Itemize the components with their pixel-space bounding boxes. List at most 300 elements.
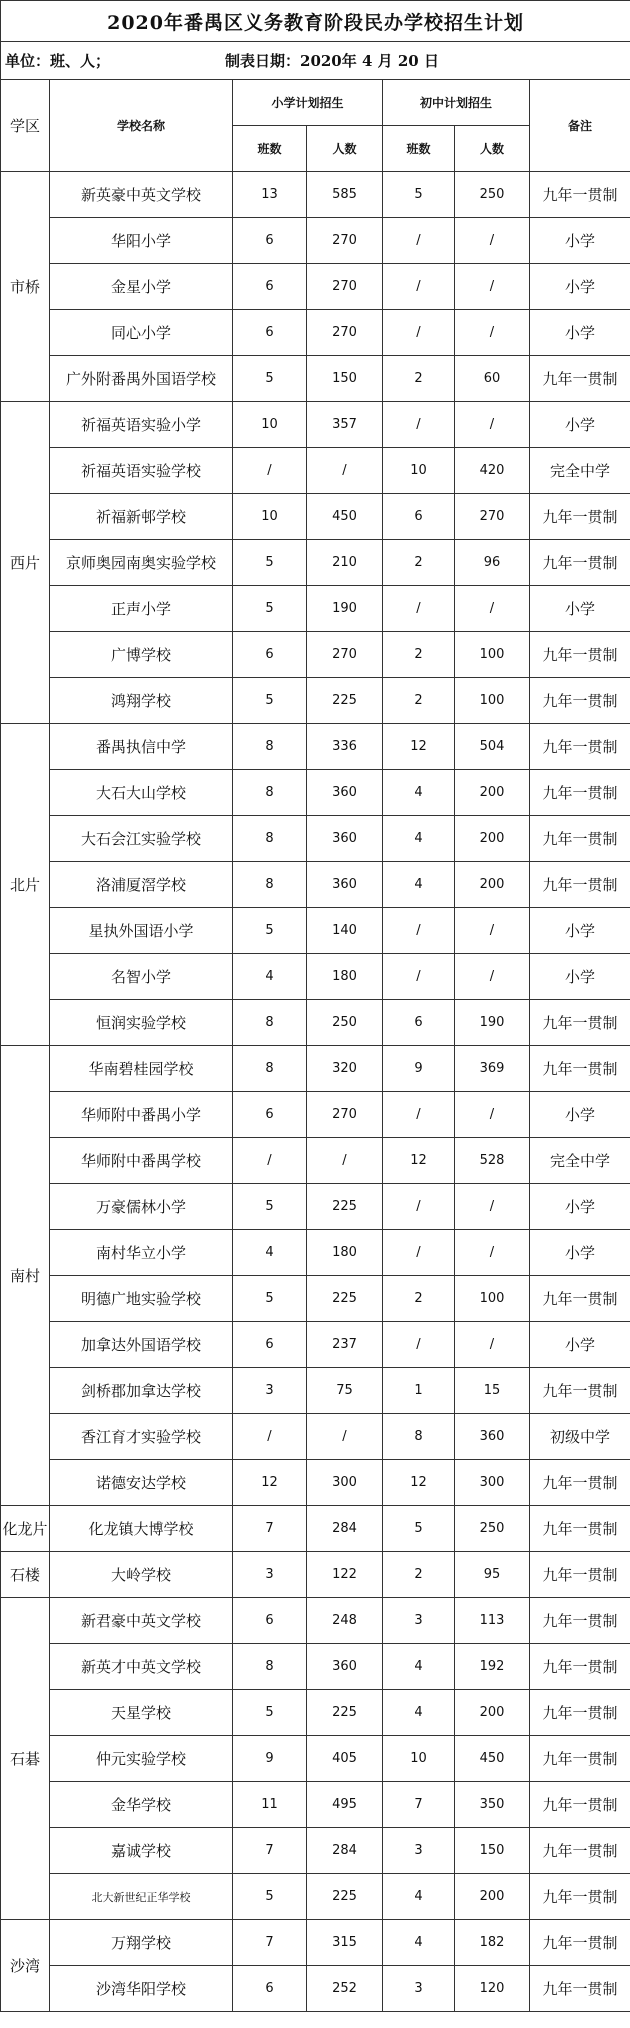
note-cell: 九年一贯制	[530, 1598, 630, 1644]
primary-people-cell: 225	[307, 1874, 383, 1920]
note-cell: 九年一贯制	[530, 816, 630, 862]
primary-classes-cell: 8	[233, 1046, 307, 1092]
junior-classes-cell: 5	[383, 172, 455, 218]
header-primary-people: 人数	[307, 126, 383, 172]
junior-people-cell: 200	[455, 816, 530, 862]
primary-people-cell: /	[307, 1138, 383, 1184]
note-cell: 完全中学	[530, 448, 630, 494]
primary-classes-cell: 12	[233, 1460, 307, 1506]
table-row	[1, 1920, 630, 1966]
table-row	[1, 1138, 630, 1184]
table-row	[1, 264, 630, 310]
junior-classes-cell: 5	[383, 1506, 455, 1552]
junior-classes-cell: 8	[383, 1414, 455, 1460]
note-cell: 九年一贯制	[530, 678, 630, 724]
junior-people-cell: /	[455, 218, 530, 264]
junior-classes-cell: 4	[383, 816, 455, 862]
primary-people-cell: 284	[307, 1828, 383, 1874]
junior-people-cell: 270	[455, 494, 530, 540]
junior-people-cell: 528	[455, 1138, 530, 1184]
junior-people-cell: /	[455, 908, 530, 954]
primary-classes-cell: 9	[233, 1736, 307, 1782]
primary-classes-cell: 5	[233, 1690, 307, 1736]
school-name-cell: 广博学校	[50, 632, 233, 678]
header-note: 备注	[530, 80, 630, 172]
primary-people-cell: 190	[307, 586, 383, 632]
header-primary-classes: 班数	[233, 126, 307, 172]
junior-people-cell: /	[455, 310, 530, 356]
primary-classes-cell: 6	[233, 632, 307, 678]
primary-classes-cell: 5	[233, 1276, 307, 1322]
junior-people-cell: 369	[455, 1046, 530, 1092]
primary-classes-cell: 3	[233, 1368, 307, 1414]
table-row	[1, 540, 630, 586]
junior-people-cell: 60	[455, 356, 530, 402]
table-meta	[1, 42, 630, 80]
school-name-cell: 华阳小学	[50, 218, 233, 264]
header-junior-classes: 班数	[383, 126, 455, 172]
note-cell: 九年一贯制	[530, 1000, 630, 1046]
note-cell: 九年一贯制	[530, 632, 630, 678]
school-name-cell: 明德广地实验学校	[50, 1276, 233, 1322]
junior-people-cell: 350	[455, 1782, 530, 1828]
junior-classes-cell: 3	[383, 1828, 455, 1874]
junior-classes-cell: /	[383, 310, 455, 356]
table-row	[1, 1552, 630, 1598]
primary-people-cell: 225	[307, 1690, 383, 1736]
junior-classes-cell: 6	[383, 1000, 455, 1046]
junior-people-cell: 300	[455, 1460, 530, 1506]
school-name-cell: 名智小学	[50, 954, 233, 1000]
school-name-cell: 华师附中番禺小学	[50, 1092, 233, 1138]
school-name-cell: 京师奥园南奥实验学校	[50, 540, 233, 586]
table-row	[1, 1230, 630, 1276]
junior-classes-cell: 7	[383, 1782, 455, 1828]
primary-people-cell: 210	[307, 540, 383, 586]
note-cell: 九年一贯制	[530, 1046, 630, 1092]
junior-people-cell: 250	[455, 172, 530, 218]
school-name-cell: 洛浦厦滘学校	[50, 862, 233, 908]
table-row	[1, 632, 630, 678]
note-cell: 小学	[530, 586, 630, 632]
primary-people-cell: 300	[307, 1460, 383, 1506]
note-cell: 小学	[530, 1230, 630, 1276]
school-name-cell: 万豪儒林小学	[50, 1184, 233, 1230]
junior-people-cell: 200	[455, 770, 530, 816]
school-name-cell: 鸿翔学校	[50, 678, 233, 724]
primary-people-cell: 450	[307, 494, 383, 540]
primary-classes-cell: 5	[233, 1874, 307, 1920]
note-cell: 小学	[530, 218, 630, 264]
junior-classes-cell: 4	[383, 1644, 455, 1690]
junior-people-cell: /	[455, 1184, 530, 1230]
primary-classes-cell: 5	[233, 1184, 307, 1230]
junior-classes-cell: 4	[383, 1920, 455, 1966]
junior-people-cell: 200	[455, 1874, 530, 1920]
primary-people-cell: 180	[307, 1230, 383, 1276]
note-cell: 九年一贯制	[530, 1736, 630, 1782]
school-name-cell: 同心小学	[50, 310, 233, 356]
primary-people-cell: 270	[307, 632, 383, 678]
district-cell: 沙湾	[1, 1920, 50, 2012]
school-name-cell: 北大新世纪正华学校	[50, 1874, 233, 1920]
primary-classes-cell: 6	[233, 1966, 307, 2012]
junior-classes-cell: /	[383, 1184, 455, 1230]
note-cell: 九年一贯制	[530, 862, 630, 908]
district-cell: 化龙片	[1, 1506, 50, 1552]
school-name-cell: 华南碧桂园学校	[50, 1046, 233, 1092]
primary-classes-cell: 8	[233, 770, 307, 816]
primary-people-cell: /	[307, 1414, 383, 1460]
primary-classes-cell: 5	[233, 540, 307, 586]
note-cell: 九年一贯制	[530, 1920, 630, 1966]
note-cell: 九年一贯制	[530, 1874, 630, 1920]
table-row	[1, 954, 630, 1000]
junior-classes-cell: 3	[383, 1598, 455, 1644]
school-name-cell: 沙湾华阳学校	[50, 1966, 233, 2012]
school-name-cell: 金华学校	[50, 1782, 233, 1828]
table-row	[1, 1874, 630, 1920]
table-row	[1, 1460, 630, 1506]
school-name-cell: 正声小学	[50, 586, 233, 632]
junior-classes-cell: 2	[383, 356, 455, 402]
school-name-cell: 星执外国语小学	[50, 908, 233, 954]
table-row	[1, 1184, 630, 1230]
district-cell: 市桥	[1, 172, 50, 402]
junior-classes-cell: 1	[383, 1368, 455, 1414]
junior-people-cell: 96	[455, 540, 530, 586]
school-name-cell: 新英豪中英文学校	[50, 172, 233, 218]
junior-people-cell: 360	[455, 1414, 530, 1460]
note-cell: 九年一贯制	[530, 1460, 630, 1506]
primary-people-cell: 270	[307, 218, 383, 264]
junior-classes-cell: 10	[383, 1736, 455, 1782]
primary-classes-cell: 10	[233, 494, 307, 540]
school-name-cell: 祈福英语实验学校	[50, 448, 233, 494]
junior-classes-cell: 4	[383, 1874, 455, 1920]
primary-classes-cell: 8	[233, 816, 307, 862]
primary-classes-cell: 5	[233, 908, 307, 954]
table-row	[1, 1506, 630, 1552]
primary-people-cell: 250	[307, 1000, 383, 1046]
primary-classes-cell: /	[233, 448, 307, 494]
junior-people-cell: /	[455, 1092, 530, 1138]
primary-people-cell: 270	[307, 310, 383, 356]
note-cell: 九年一贯制	[530, 1368, 630, 1414]
primary-classes-cell: 13	[233, 172, 307, 218]
table-row	[1, 724, 630, 770]
primary-classes-cell: 10	[233, 402, 307, 448]
junior-classes-cell: 4	[383, 862, 455, 908]
table-row	[1, 1782, 630, 1828]
school-name-cell: 华师附中番禺学校	[50, 1138, 233, 1184]
school-name-cell: 南村华立小学	[50, 1230, 233, 1276]
school-name-cell: 诺德安达学校	[50, 1460, 233, 1506]
primary-classes-cell: 6	[233, 1598, 307, 1644]
junior-people-cell: 192	[455, 1644, 530, 1690]
table-row	[1, 1322, 630, 1368]
primary-people-cell: 360	[307, 816, 383, 862]
junior-classes-cell: 3	[383, 1966, 455, 2012]
table-row	[1, 586, 630, 632]
school-name-cell: 香江育才实验学校	[50, 1414, 233, 1460]
junior-people-cell: 100	[455, 678, 530, 724]
district-cell: 西片	[1, 402, 50, 724]
school-name-cell: 恒润实验学校	[50, 1000, 233, 1046]
primary-people-cell: 122	[307, 1552, 383, 1598]
junior-classes-cell: 4	[383, 770, 455, 816]
junior-classes-cell: /	[383, 954, 455, 1000]
primary-people-cell: 75	[307, 1368, 383, 1414]
table-row	[1, 448, 630, 494]
note-cell: 完全中学	[530, 1138, 630, 1184]
note-cell: 九年一贯制	[530, 1690, 630, 1736]
primary-classes-cell: 8	[233, 724, 307, 770]
primary-people-cell: 150	[307, 356, 383, 402]
district-cell: 北片	[1, 724, 50, 1046]
junior-people-cell: 15	[455, 1368, 530, 1414]
junior-classes-cell: /	[383, 586, 455, 632]
primary-classes-cell: 7	[233, 1828, 307, 1874]
district-cell: 石碁	[1, 1598, 50, 1920]
note-cell: 小学	[530, 908, 630, 954]
school-name-cell: 大石会江实验学校	[50, 816, 233, 862]
primary-classes-cell: /	[233, 1414, 307, 1460]
table-row	[1, 1966, 630, 2012]
school-name-cell: 祈福英语实验小学	[50, 402, 233, 448]
primary-people-cell: 315	[307, 1920, 383, 1966]
junior-people-cell: 182	[455, 1920, 530, 1966]
primary-people-cell: 284	[307, 1506, 383, 1552]
note-cell: 九年一贯制	[530, 770, 630, 816]
junior-people-cell: 150	[455, 1828, 530, 1874]
school-name-cell: 番禺执信中学	[50, 724, 233, 770]
header-junior-people: 人数	[455, 126, 530, 172]
school-name-cell: 广外附番禺外国语学校	[50, 356, 233, 402]
table-row	[1, 678, 630, 724]
primary-classes-cell: 5	[233, 678, 307, 724]
junior-classes-cell: /	[383, 1092, 455, 1138]
junior-people-cell: 200	[455, 862, 530, 908]
primary-people-cell: 320	[307, 1046, 383, 1092]
primary-classes-cell: 8	[233, 862, 307, 908]
junior-people-cell: 120	[455, 1966, 530, 2012]
table-row	[1, 1414, 630, 1460]
junior-classes-cell: 6	[383, 494, 455, 540]
primary-people-cell: 360	[307, 1644, 383, 1690]
note-cell: 九年一贯制	[530, 1966, 630, 2012]
primary-people-cell: 225	[307, 1276, 383, 1322]
school-name-cell: 金星小学	[50, 264, 233, 310]
note-cell: 九年一贯制	[530, 540, 630, 586]
school-name-cell: 化龙镇大博学校	[50, 1506, 233, 1552]
note-cell: 小学	[530, 1092, 630, 1138]
primary-classes-cell: 6	[233, 1322, 307, 1368]
note-cell: 九年一贯制	[530, 1782, 630, 1828]
primary-people-cell: 360	[307, 770, 383, 816]
school-name-cell: 新英才中英文学校	[50, 1644, 233, 1690]
junior-people-cell: 250	[455, 1506, 530, 1552]
primary-people-cell: 140	[307, 908, 383, 954]
table-row	[1, 1644, 630, 1690]
table-row	[1, 1368, 630, 1414]
primary-people-cell: 237	[307, 1322, 383, 1368]
date-label: 制表日期：2020年 4 月 20 日	[225, 52, 439, 70]
school-name-cell: 祈福新邨学校	[50, 494, 233, 540]
primary-people-cell: 585	[307, 172, 383, 218]
junior-people-cell: 95	[455, 1552, 530, 1598]
primary-people-cell: 336	[307, 724, 383, 770]
table-row	[1, 1046, 630, 1092]
note-cell: 九年一贯制	[530, 494, 630, 540]
header-junior: 初中计划招生	[383, 80, 530, 126]
note-cell: 小学	[530, 310, 630, 356]
school-name-cell: 加拿达外国语学校	[50, 1322, 233, 1368]
primary-people-cell: 225	[307, 678, 383, 724]
note-cell: 九年一贯制	[530, 1552, 630, 1598]
note-cell: 小学	[530, 1322, 630, 1368]
table-row	[1, 862, 630, 908]
primary-people-cell: 248	[307, 1598, 383, 1644]
junior-people-cell: 200	[455, 1690, 530, 1736]
junior-classes-cell: 2	[383, 1276, 455, 1322]
primary-people-cell: /	[307, 448, 383, 494]
school-name-cell: 嘉诚学校	[50, 1828, 233, 1874]
unit-label: 单位：班、人；	[5, 52, 111, 70]
primary-people-cell: 357	[307, 402, 383, 448]
junior-people-cell: /	[455, 586, 530, 632]
junior-classes-cell: 4	[383, 1690, 455, 1736]
primary-people-cell: 270	[307, 1092, 383, 1138]
note-cell: 九年一贯制	[530, 1644, 630, 1690]
junior-people-cell: 100	[455, 632, 530, 678]
primary-classes-cell: 6	[233, 310, 307, 356]
primary-classes-cell: 8	[233, 1000, 307, 1046]
junior-people-cell: 420	[455, 448, 530, 494]
note-cell: 九年一贯制	[530, 172, 630, 218]
primary-classes-cell: 4	[233, 1230, 307, 1276]
note-cell: 小学	[530, 402, 630, 448]
primary-people-cell: 405	[307, 1736, 383, 1782]
primary-classes-cell: 11	[233, 1782, 307, 1828]
junior-classes-cell: 9	[383, 1046, 455, 1092]
junior-classes-cell: 2	[383, 1552, 455, 1598]
note-cell: 九年一贯制	[530, 356, 630, 402]
primary-people-cell: 225	[307, 1184, 383, 1230]
primary-classes-cell: 6	[233, 264, 307, 310]
table-row	[1, 770, 630, 816]
primary-people-cell: 495	[307, 1782, 383, 1828]
header-school: 学校名称	[50, 80, 233, 172]
note-cell: 九年一贯制	[530, 1828, 630, 1874]
table-title: 2020年番禺区义务教育阶段民办学校招生计划	[1, 1, 630, 42]
school-name-cell: 万翔学校	[50, 1920, 233, 1966]
primary-classes-cell: 7	[233, 1920, 307, 1966]
district-cell: 石楼	[1, 1552, 50, 1598]
primary-classes-cell: 4	[233, 954, 307, 1000]
junior-classes-cell: /	[383, 1230, 455, 1276]
table-row	[1, 1828, 630, 1874]
table-row	[1, 1000, 630, 1046]
school-name-cell: 大石大山学校	[50, 770, 233, 816]
school-name-cell: 大岭学校	[50, 1552, 233, 1598]
junior-classes-cell: /	[383, 402, 455, 448]
primary-classes-cell: 6	[233, 218, 307, 264]
table-row	[1, 402, 630, 448]
junior-people-cell: /	[455, 954, 530, 1000]
junior-classes-cell: 10	[383, 448, 455, 494]
junior-people-cell: /	[455, 402, 530, 448]
table-row	[1, 310, 630, 356]
note-cell: 九年一贯制	[530, 1506, 630, 1552]
table-row	[1, 1276, 630, 1322]
primary-people-cell: 360	[307, 862, 383, 908]
table-row	[1, 1736, 630, 1782]
primary-classes-cell: 6	[233, 1092, 307, 1138]
table-row	[1, 816, 630, 862]
table-row	[1, 218, 630, 264]
junior-classes-cell: 12	[383, 724, 455, 770]
note-cell: 小学	[530, 1184, 630, 1230]
junior-classes-cell: /	[383, 1322, 455, 1368]
note-cell: 九年一贯制	[530, 724, 630, 770]
junior-classes-cell: /	[383, 218, 455, 264]
junior-classes-cell: 2	[383, 540, 455, 586]
junior-classes-cell: /	[383, 264, 455, 310]
table-row	[1, 1092, 630, 1138]
junior-classes-cell: 2	[383, 678, 455, 724]
primary-people-cell: 270	[307, 264, 383, 310]
school-name-cell: 剑桥郡加拿达学校	[50, 1368, 233, 1414]
note-cell: 小学	[530, 954, 630, 1000]
district-cell: 南村	[1, 1046, 50, 1506]
header-district: 学区	[1, 80, 50, 172]
junior-people-cell: /	[455, 1322, 530, 1368]
note-cell: 九年一贯制	[530, 1276, 630, 1322]
primary-classes-cell: /	[233, 1138, 307, 1184]
junior-people-cell: /	[455, 1230, 530, 1276]
table-row	[1, 172, 630, 218]
junior-classes-cell: 12	[383, 1460, 455, 1506]
primary-classes-cell: 8	[233, 1644, 307, 1690]
primary-people-cell: 252	[307, 1966, 383, 2012]
junior-classes-cell: /	[383, 908, 455, 954]
primary-classes-cell: 5	[233, 586, 307, 632]
junior-classes-cell: 2	[383, 632, 455, 678]
table-row	[1, 1598, 630, 1644]
table-row	[1, 494, 630, 540]
primary-classes-cell: 3	[233, 1552, 307, 1598]
junior-people-cell: 190	[455, 1000, 530, 1046]
table-row	[1, 1690, 630, 1736]
note-cell: 初级中学	[530, 1414, 630, 1460]
junior-people-cell: 113	[455, 1598, 530, 1644]
primary-classes-cell: 7	[233, 1506, 307, 1552]
junior-people-cell: 100	[455, 1276, 530, 1322]
school-name-cell: 新君豪中英文学校	[50, 1598, 233, 1644]
primary-classes-cell: 5	[233, 356, 307, 402]
header-primary: 小学计划招生	[233, 80, 383, 126]
junior-people-cell: /	[455, 264, 530, 310]
junior-people-cell: 450	[455, 1736, 530, 1782]
junior-people-cell: 504	[455, 724, 530, 770]
school-name-cell: 仲元实验学校	[50, 1736, 233, 1782]
primary-people-cell: 180	[307, 954, 383, 1000]
table-row	[1, 908, 630, 954]
school-name-cell: 天星学校	[50, 1690, 233, 1736]
table-row	[1, 356, 630, 402]
junior-classes-cell: 12	[383, 1138, 455, 1184]
